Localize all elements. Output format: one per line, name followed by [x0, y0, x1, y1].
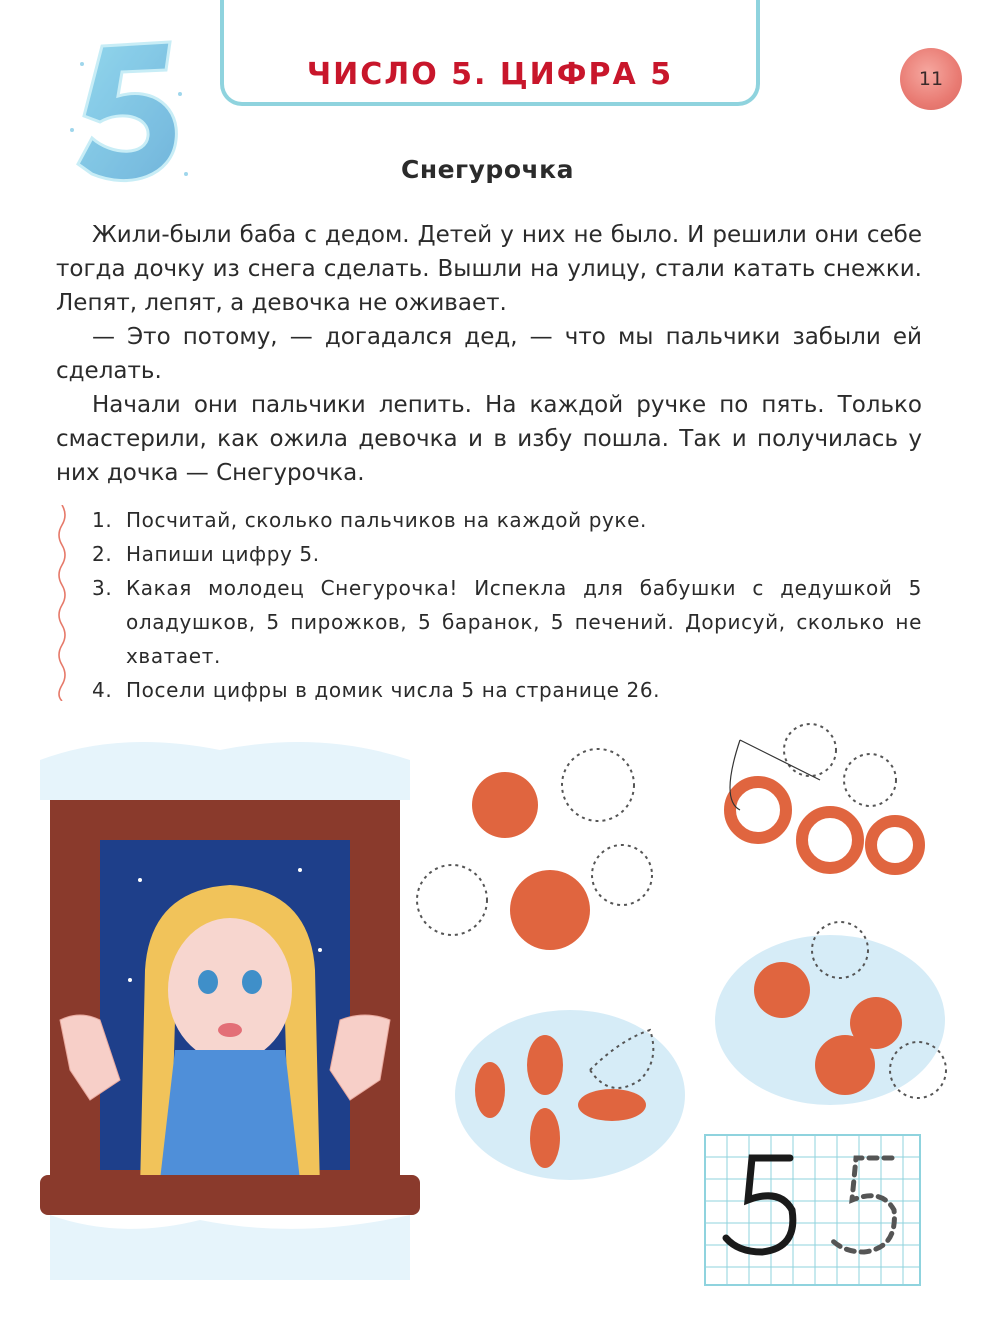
- digit-writing-grid: [705, 1135, 920, 1285]
- story-paragraph: Жили-были баба с дедом. Детей у них не было. И решили они себе тогда дочку из снега сделать. Вышли на улицу, стали катать снежки. Лепят, лепят, а девочка не оживает.: [56, 222, 922, 316]
- task-number: 4.: [92, 678, 113, 702]
- page-number: 11: [918, 68, 944, 90]
- task-number: 2.: [92, 542, 113, 566]
- task-number: 1.: [92, 508, 113, 532]
- task-text: Какая молодец Снегурочка! Испекла для бабушки с дедушкой 5 оладушков, 5 пирожков, 5 баранок, 5 печений. Дорисуй, сколько не хватает.: [126, 576, 922, 668]
- task-item: [92, 673, 922, 707]
- cookies-group: [715, 922, 946, 1105]
- task-list: [92, 503, 922, 707]
- task-text: Посчитай, сколько пальчиков на каждой руке.: [126, 508, 647, 532]
- wavy-line-decoration: [54, 505, 70, 701]
- snow-maiden-window-illustration: [40, 742, 420, 1280]
- task-text: Посели цифры в домик числа 5 на странице 26.: [126, 678, 661, 702]
- story-paragraph: Начали они пальчики лепить. На каждой ручке по пять. Только смастерили, как ожила девочка и в избу пошла. Так и получилась у них дочка — Снегурочка.: [56, 392, 922, 486]
- story-paragraph: — Это потому, — догадался дед, — что мы пальчики забыли ей сделать.: [56, 324, 922, 384]
- bagels-group: [730, 724, 919, 869]
- page-title: ЧИСЛО 5. ЦИФРА 5: [306, 57, 674, 92]
- pies-group: [455, 1010, 685, 1180]
- story-text: [56, 218, 922, 490]
- task-item: [92, 571, 922, 673]
- page-number-badge: [900, 48, 962, 110]
- illustration-area: [0, 720, 1000, 1330]
- header-frame: [220, 0, 760, 106]
- task-text: Напиши цифру 5.: [126, 542, 320, 566]
- task-item: [92, 537, 922, 571]
- fritters-group: [417, 749, 652, 950]
- story-title: Снегурочка: [400, 155, 574, 184]
- task-number: 3.: [92, 576, 113, 600]
- task-item: [92, 503, 922, 537]
